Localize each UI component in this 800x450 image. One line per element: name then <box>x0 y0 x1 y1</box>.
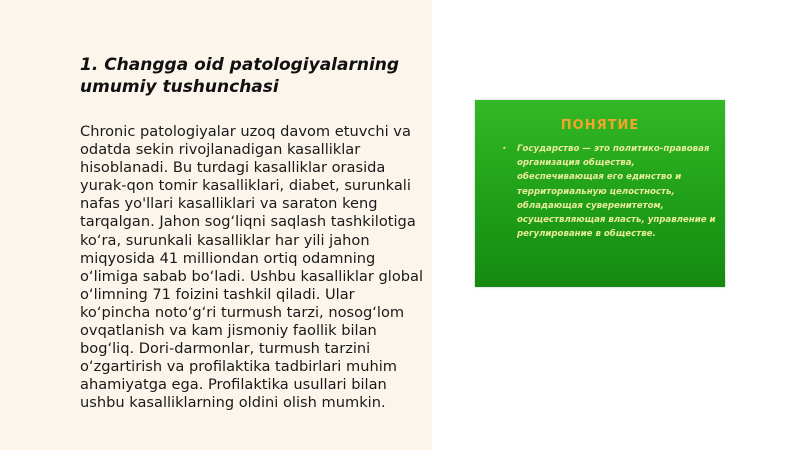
slide-body-text: Chronic patologiyalar uzoq davom etuvchi va odatda sekin rivojlanadigan kasalliklar hisoblanadi. Bu turdagi kasalliklar orasida yurak-qon tomir kasalliklari, diabet, surunkali nafas yo'llari kasalliklari va saraton keng tarqalgan. Jahon sog‘liqni saqlash tashkilotiga ko‘ra, surunkali kasalliklar har yili jahon miqyosida 41 milliondan ortiq odamning o‘limiga sabab bo‘ladi. Ushbu kasalliklar global o‘limning 71 foizini tashkil qiladi. Ular ko‘pincha noto‘g‘ri turmush tarzi, nosog‘lom ovqatlanish va kam jismoniy faollik bilan bog‘liq. Dori-darmonlar, turmush tarzini o‘zgartirish va profilaktika tadbirlari muhim ahamiyatga ega. Profilaktika usullari bilan ushbu kasalliklarning oldini olish mumkin. <box>80 123 424 412</box>
card-definition-text: Государство — это политико-правовая организация общества, обеспечивающая его единство и территориальную целостность, обладающая суверенитетом, осуществляющая власть, управление и регулирование в обществе. <box>517 144 716 240</box>
slide-title: 1. Changga oid patologiyalarning umumiy tushunchasi <box>80 55 400 97</box>
concept-image-card <box>475 100 725 287</box>
card-heading: ПОНЯТИЕ <box>560 118 640 133</box>
bullet-icon: • <box>502 144 507 153</box>
